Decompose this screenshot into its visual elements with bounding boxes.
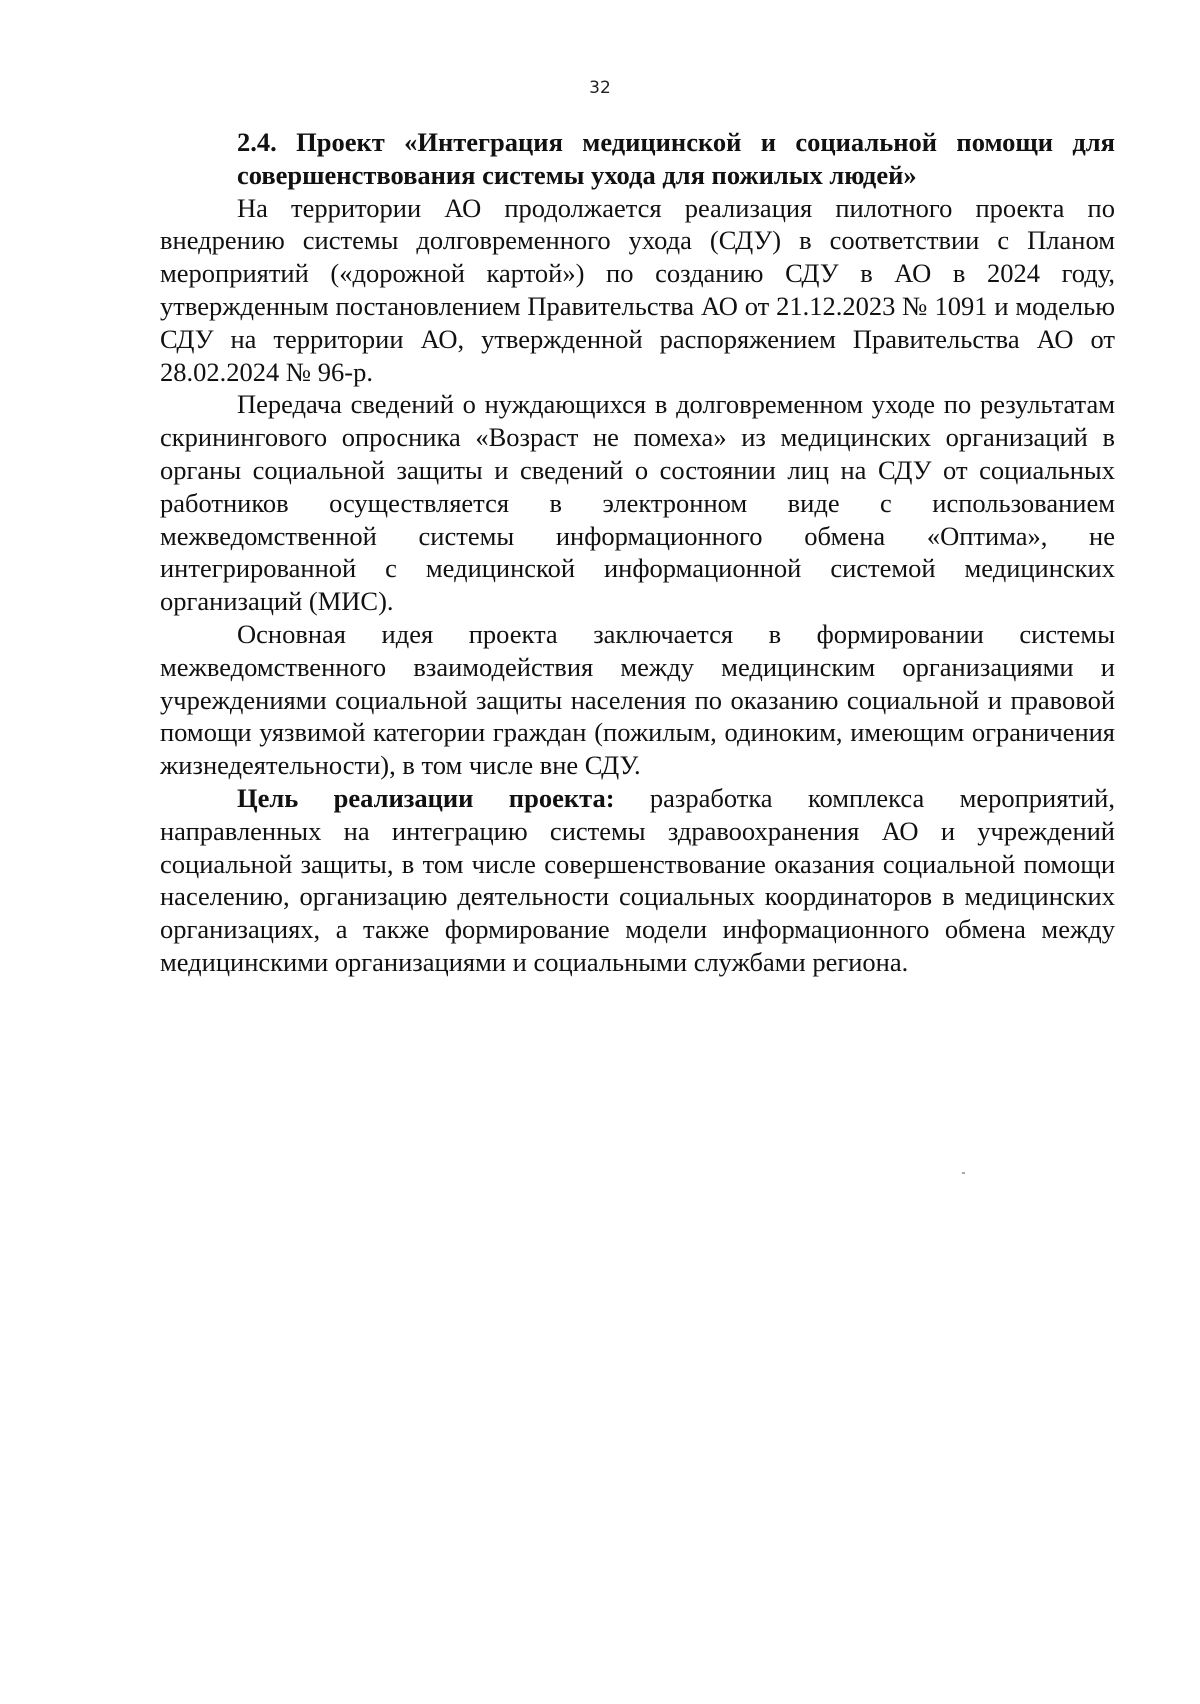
paragraph-data-transfer bbox=[160, 388, 1115, 618]
paragraph-text: Основная идея проекта заключается в формировании системы межведомственного взаимодействия между медицинским организациями и учреждениями социальной защиты населения по оказанию социальной и правовой помощи уязвимой категории граждан (пожилым, одиноким, имеющим ограничения жизнедеятельности), в том числе вне СДУ. bbox=[160, 618, 1115, 781]
paragraph-main-idea bbox=[160, 618, 1115, 782]
paragraph-text: разработка комплекса мероприятий, направленных на интеграцию системы здравоохранения АО и учреждений социальной защиты, в том числе совершенствование оказания социальной помощи населению, организацию деятельности социальных координаторов в медицинских организациях, а также формирование модели информационного обмена между медицинскими организациями и социальными службами региона. bbox=[160, 782, 1115, 977]
paragraph-text: Передача сведений о нуждающихся в долговременном уходе по результатам скринингового опросника «Возраст не помеха» из медицинских организаций в органы социальной защиты и сведений о состоянии лиц на СДУ от социальных работников осуществляется в электронном виде с использованием межведомственной системы информационного обмена «Оптима», не интегрированной с медицинской информационной системой медицинских организаций (МИС). bbox=[160, 389, 1115, 617]
paragraph-pilot-project bbox=[160, 192, 1115, 389]
paragraph-text: На территории АО продолжается реализация пилотного проекта по внедрению системы долговременного ухода (СДУ) в соответствии с Планом мероприятий («дорожной картой») по созданию СДУ в АО в 2024 году, утвержденным постановлением Правительства АО от 21.12.2023 № 1091 и моделью СДУ на территории АО, утвержденной распоряжением Правительства АО от 28.02.2024 № 96-р. bbox=[160, 192, 1115, 387]
goal-label: Цель реализации проекта: bbox=[237, 782, 615, 813]
scan-speck bbox=[962, 1172, 965, 1174]
paragraph-project-goal bbox=[160, 782, 1115, 979]
page-number: 32 bbox=[589, 78, 611, 98]
document-body bbox=[160, 126, 1115, 979]
section-heading: 2.4. Проект «Интеграция медицинской и социальной помощи для совершенствования системы ухода для пожилых людей» bbox=[237, 127, 1115, 190]
